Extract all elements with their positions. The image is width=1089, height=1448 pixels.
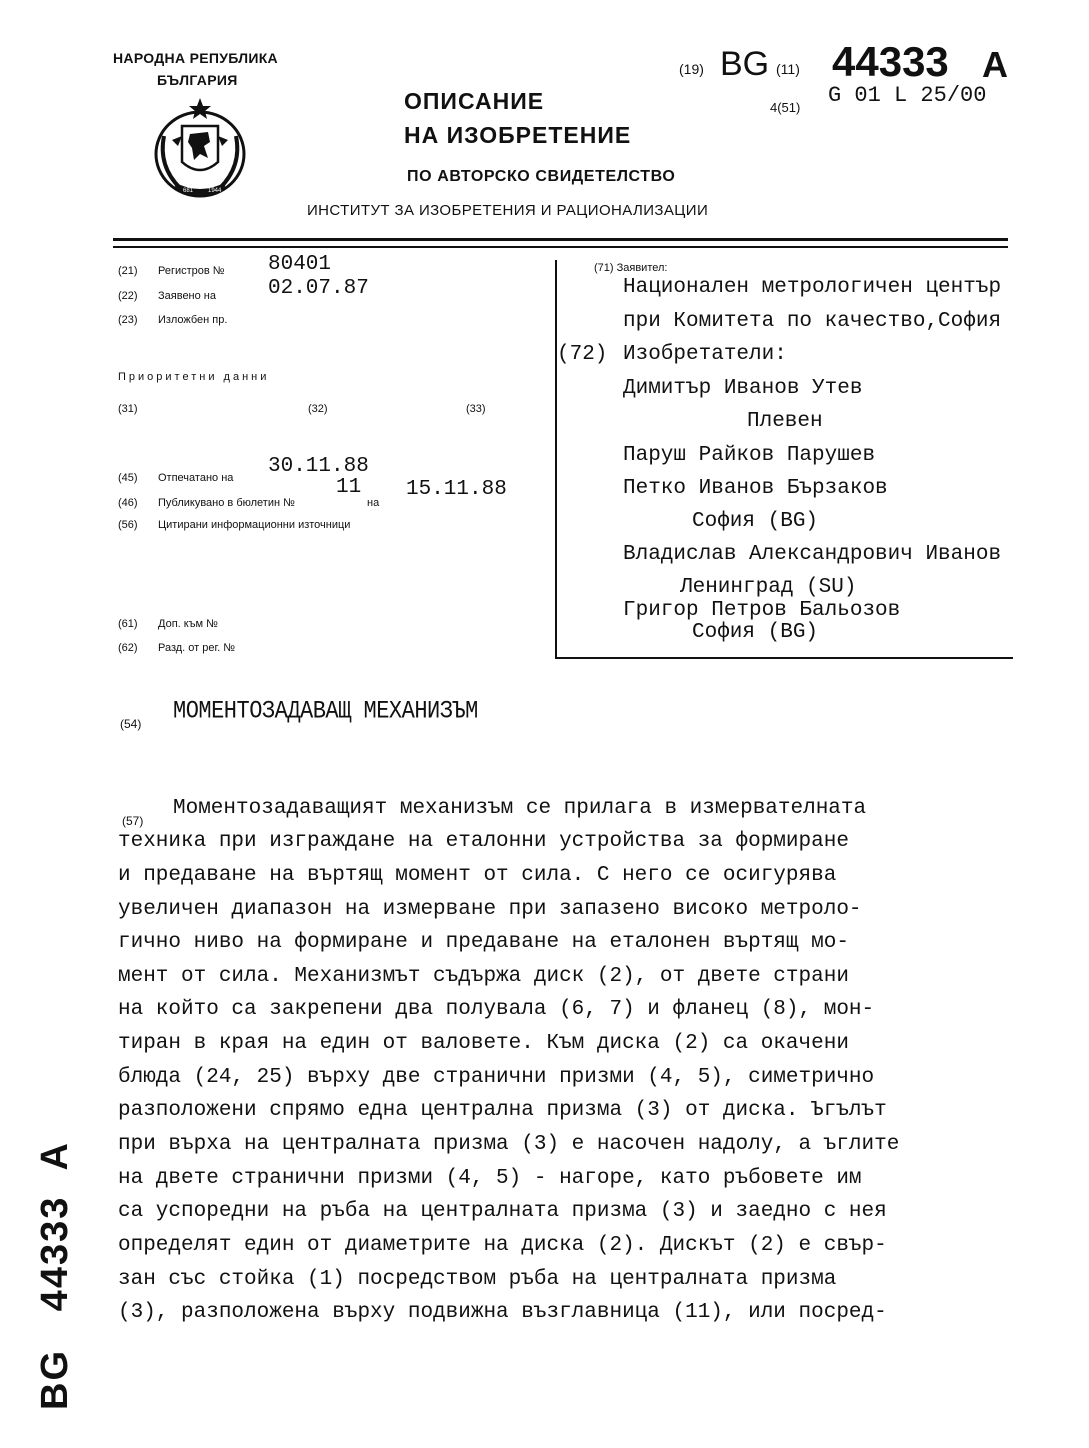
printed-date: 30.11.88 bbox=[268, 455, 369, 478]
field-31: (31) bbox=[118, 403, 138, 415]
field-72-code: (72) bbox=[557, 343, 608, 366]
abstract-line: и предаване на въртящ момент от сила. С него се осигурява bbox=[118, 864, 837, 887]
country-code: BG bbox=[720, 45, 770, 83]
abstract-line: са успоредни на ръба на централната призма (3) и заедно с нея bbox=[118, 1200, 887, 1223]
inventor-4: Владислав Александрович Иванов bbox=[623, 543, 1002, 566]
abstract-line: Моментозадаващият механизъм се прилага в измервателната bbox=[173, 797, 867, 820]
field-62: (62) Разд. от рег. № bbox=[118, 642, 236, 654]
code-57: (57) bbox=[122, 814, 144, 828]
ipc-classification: G 01 L 25/00 bbox=[828, 83, 987, 108]
code-19: (19) bbox=[679, 61, 704, 77]
field-23: (23) Изложбен пр. bbox=[118, 314, 228, 326]
bulletin-on-label: на bbox=[367, 497, 380, 509]
code-54: (54) bbox=[120, 717, 142, 731]
abstract-line: разположени спрямо една централна призма (3) от диска. Ъгълът bbox=[118, 1099, 887, 1122]
abstract-line: блюда (24, 25) върху две странични призми (4, 5), симетрично bbox=[118, 1066, 875, 1089]
invention-title: МОМЕНТОЗАДАВАЩ МЕХАНИЗЪМ bbox=[173, 697, 478, 726]
biblio-rule bbox=[555, 657, 1013, 659]
field-46: (46) Публикувано в бюлетин № bbox=[118, 497, 295, 509]
inventor-5: Григор Петров Бальозов bbox=[623, 599, 901, 622]
document-title-line1: ОПИСАНИЕ bbox=[404, 88, 545, 114]
header-rule-top bbox=[113, 238, 1008, 241]
coat-of-arms-emblem-icon bbox=[150, 96, 250, 206]
abstract-line: (3), разположена върху подвижна възглавница (11), или посред- bbox=[118, 1301, 887, 1324]
applicant-line2: при Комитета по качество,София bbox=[623, 310, 1002, 333]
document-kind: A bbox=[982, 44, 1008, 85]
abstract-line: мент от сила. Механизмът съдържа диск (2), от двете страни bbox=[118, 965, 849, 988]
abstract-line: гично ниво на формиране и предаване на еталонен въртящ мо- bbox=[118, 931, 849, 954]
applicant-line1: Национален метрологичен център bbox=[623, 276, 1002, 299]
column-divider bbox=[555, 260, 557, 658]
inventor-3-city: София (BG) bbox=[692, 510, 819, 533]
filing-date: 02.07.87 bbox=[268, 277, 369, 300]
field-56: (56) Цитирани информационни източници bbox=[118, 519, 351, 531]
institute-name: ИНСТИТУТ ЗА ИЗОБРЕТЕНИЯ И РАЦИОНАЛИЗАЦИИ bbox=[307, 202, 709, 219]
registration-number: 80401 bbox=[268, 253, 332, 276]
abstract-line: на двете странични призми (4, 5) - нагоре, като ръбовете им bbox=[118, 1167, 862, 1190]
abstract-line: техника при изграждане на еталонни устройства за формиране bbox=[118, 830, 849, 853]
country-name-line2: БЪЛГАРИЯ bbox=[157, 72, 238, 88]
abstract-line: зан със стойка (1) посредством ръба на централната призма bbox=[118, 1268, 837, 1291]
field-61: (61) Доп. към № bbox=[118, 618, 218, 630]
inventor-3: Петко Иванов Бързаков bbox=[623, 477, 888, 500]
bulletin-issue: 11 bbox=[336, 476, 362, 499]
abstract-line: при върха на централната призма (3) е насочен надолу, а ъглите bbox=[118, 1133, 900, 1156]
abstract-line: на който са закрепени два полувала (6, 7) и фланец (8), мон- bbox=[118, 998, 875, 1021]
inventor-5-city: София (BG) bbox=[692, 621, 819, 644]
svg-text:1944: 1944 bbox=[208, 188, 222, 194]
inventor-1-city: Плевен bbox=[747, 410, 823, 433]
document-subtitle: ПО АВТОРСКО СВИДЕТЕЛСТВО bbox=[407, 168, 676, 185]
code-11: (11) bbox=[776, 61, 800, 77]
document-title-line2: НА ИЗОБРЕТЕНИЕ bbox=[404, 122, 632, 148]
abstract-line: тиран в края на един от валовете. Към диска (2) са окачени bbox=[118, 1032, 849, 1055]
field-33: (33) bbox=[466, 403, 486, 415]
inventors-label: Изобретатели: bbox=[623, 343, 787, 366]
header-rule-bottom bbox=[113, 246, 1008, 248]
inventor-2: Паруш Райков Парушев bbox=[623, 444, 876, 467]
code-51: 4(51) bbox=[770, 100, 801, 115]
priority-data-title: Приоритетни данни bbox=[118, 371, 270, 383]
field-45: (45) Отпечатано на bbox=[118, 472, 234, 484]
inventor-4-city: Ленинград (SU) bbox=[680, 576, 857, 599]
margin-document-id: BG 44333 A bbox=[34, 1141, 76, 1410]
field-21: (21) Регистров № bbox=[118, 265, 225, 277]
document-number: 44333 bbox=[832, 38, 949, 85]
country-name-line1: НАРОДНА РЕПУБЛИКА bbox=[113, 50, 278, 66]
field-71: (71) Заявител: bbox=[594, 262, 668, 274]
field-32: (32) bbox=[308, 403, 328, 415]
field-22: (22) Заявено на bbox=[118, 290, 216, 302]
svg-text:681: 681 bbox=[183, 188, 194, 194]
bulletin-date: 15.11.88 bbox=[406, 478, 507, 501]
inventor-1: Димитър Иванов Утев bbox=[623, 377, 863, 400]
abstract-line: определят един от диаметрите на диска (2). Дискът (2) е свър- bbox=[118, 1234, 887, 1257]
abstract-line: увеличен диапазон на измерване при запазено високо метроло- bbox=[118, 898, 862, 921]
